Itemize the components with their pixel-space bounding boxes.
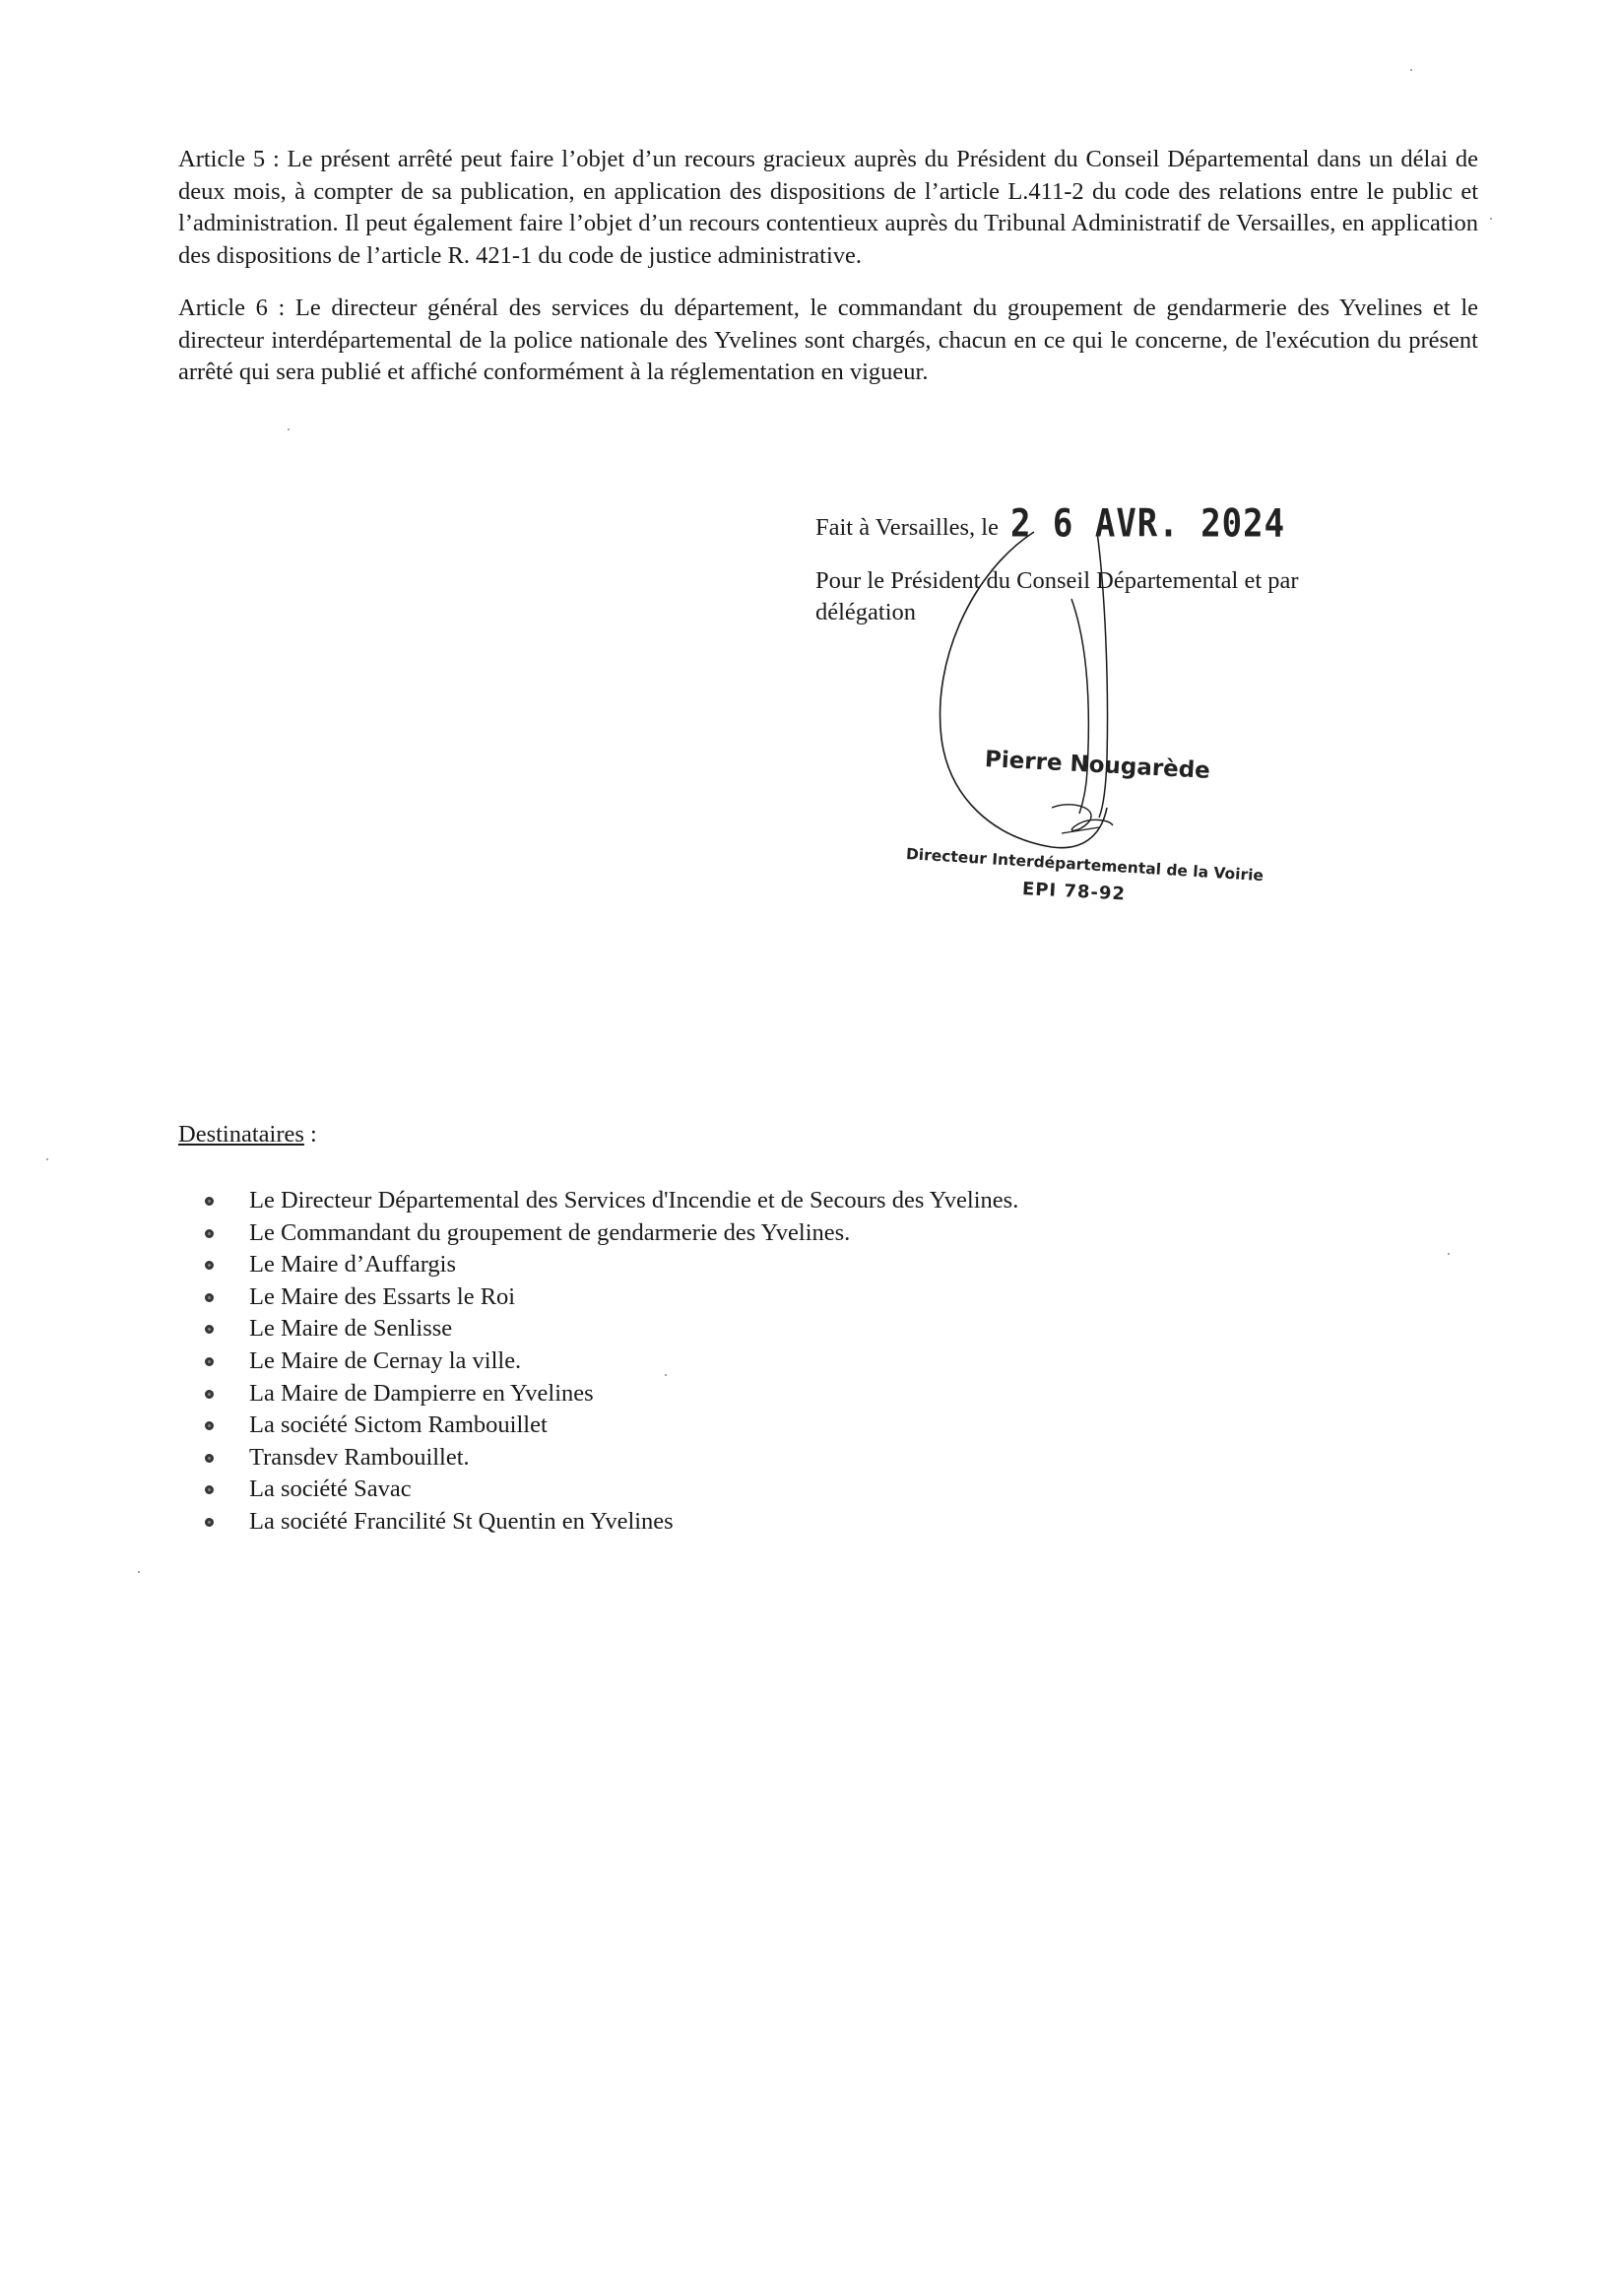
article-5: Article 5 : Le présent arrêté peut faire l’objet d’un recours gracieux auprès du Président du Conseil Départemental dans un délai de deux mois, à compter de sa publication, en application des dispositions de l’article L.411-2 du code des relations entre le public et l’administration. Il peut également faire l’objet d’un recours contentieux auprès du Tribunal Administratif de Versailles, en application des dispositions de l’article R. 421-1 du code de justice administrative.	[178, 146, 1478, 269]
list-item	[205, 1185, 1018, 1217]
place-and-date	[815, 501, 1286, 547]
signer-title-stamp: Directeur Interdépartemental de la Voirie	[905, 845, 1264, 886]
bullet-icon	[205, 1485, 214, 1494]
scan-speck	[665, 1374, 667, 1376]
list-item	[205, 1249, 1018, 1281]
recipient-text: Transdev Rambouillet.	[249, 1443, 470, 1471]
recipients-heading-label: Destinataires	[178, 1121, 304, 1148]
list-item	[205, 1410, 1018, 1442]
date-stamp: 2 6 AVR. 2024	[1009, 501, 1286, 547]
bullet-icon	[205, 1518, 214, 1527]
bullet-icon	[205, 1454, 214, 1463]
recipients-heading	[178, 1121, 317, 1148]
recipient-text: Le Maire de Cernay la ville.	[249, 1346, 522, 1374]
list-item	[205, 1442, 1018, 1475]
signer-name-stamp: Pierre Nougarède	[984, 747, 1211, 784]
recipient-text: La Maire de Dampierre en Yvelines	[249, 1379, 594, 1407]
place-prefix: Fait à Versailles, le	[815, 514, 999, 541]
bullet-icon	[205, 1261, 214, 1270]
recipients-heading-colon: :	[303, 1121, 317, 1148]
list-item	[205, 1345, 1018, 1378]
recipients-list	[205, 1185, 1018, 1539]
list-item	[205, 1217, 1018, 1250]
list-item	[205, 1506, 1018, 1539]
scan-speck	[1448, 1253, 1450, 1255]
recipient-text: La société Francilité St Quentin en Yvelines	[249, 1507, 674, 1535]
bullet-icon	[205, 1293, 214, 1302]
article-6: Article 6 : Le directeur général des services du département, le commandant du groupement de gendarmerie des Yvelines et le directeur interdépartemental de la police nationale des Yvelines sont chargés, chacun en ce qui le concerne, de l'exécution du présent arrêté qui sera publié et affiché conformément à la réglementation en vigueur.	[178, 295, 1478, 385]
recipient-text: La société Savac	[249, 1476, 412, 1503]
delegation-line: Pour le Président du Conseil Départemental et par délégation	[815, 567, 1299, 625]
scan-speck	[288, 428, 290, 430]
bullet-icon	[205, 1390, 214, 1399]
signature-block	[815, 492, 1367, 926]
recipient-text: Le Maire de Senlisse	[249, 1315, 453, 1343]
list-item	[205, 1281, 1018, 1314]
recipient-text: La société Sictom Rambouillet	[249, 1411, 548, 1439]
signer-service-stamp: EPI 78-92	[1021, 879, 1127, 905]
list-item	[205, 1378, 1018, 1410]
bullet-icon	[205, 1357, 214, 1366]
scan-speck	[138, 1571, 140, 1573]
bullet-icon	[205, 1325, 214, 1334]
recipient-text: Le Maire des Essarts le Roi	[249, 1282, 516, 1310]
bullet-icon	[205, 1421, 214, 1430]
recipient-text: Le Directeur Départemental des Services d'Incendie et de Secours des Yvelines.	[249, 1187, 1019, 1214]
list-item	[205, 1474, 1018, 1506]
recipient-text: Le Maire d’Auffargis	[249, 1251, 456, 1279]
scan-speck	[1410, 69, 1412, 71]
bullet-icon	[205, 1229, 214, 1238]
list-item	[205, 1313, 1018, 1345]
recipient-text: Le Commandant du groupement de gendarmerie des Yvelines.	[249, 1218, 851, 1246]
scan-speck	[1490, 218, 1492, 220]
scan-speck	[46, 1158, 48, 1160]
bullet-icon	[205, 1197, 214, 1206]
